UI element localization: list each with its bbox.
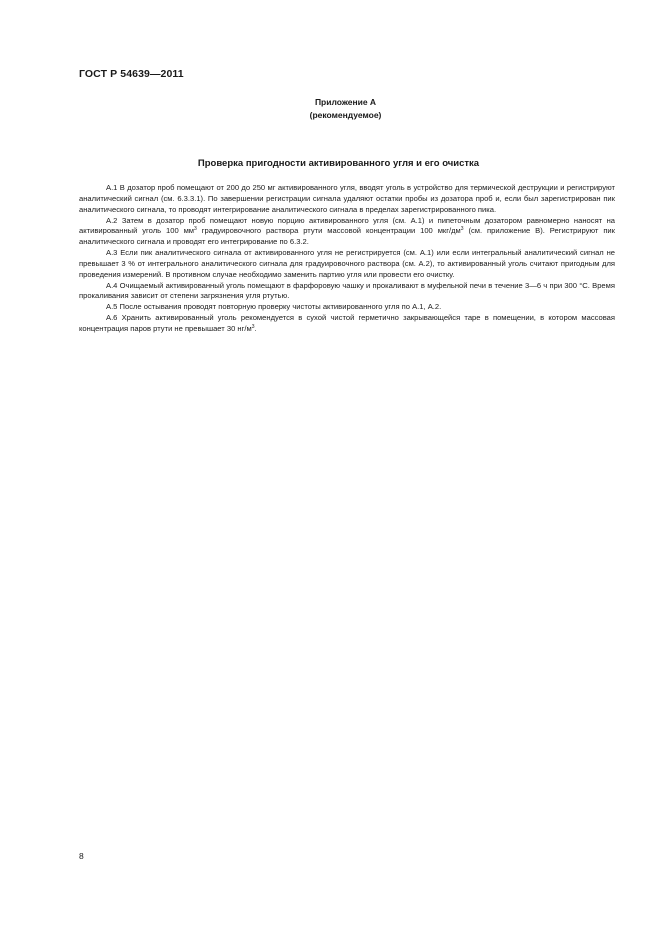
page-number: 8 (79, 851, 84, 861)
paragraph-a2-part-2: градуировочного раствора ртути массовой концентрации 100 мкг/дм (196, 226, 461, 236)
paragraph-a2 (79, 216, 615, 249)
paragraph-a6-part-2: . (254, 323, 257, 333)
paragraph-a2-part-1: А.2 Затем в дозатор проб помещают новую порцию активированного угля (см. А.1) и пипеточным дозатором равномерно наносят на активированный уголь 100 мм (79, 215, 615, 236)
annex-label: Приложение А (314, 97, 377, 107)
paragraph-a2-part-3: (см. приложение В). Регистрируют пик аналитического сигнала и проводят его интегрирование по 6.3.2. (79, 226, 615, 247)
document-code: ГОСТ Р 54639—2011 (79, 68, 184, 80)
annex-heading (0, 96, 661, 122)
paragraph-a6 (79, 313, 615, 335)
body-text (79, 183, 615, 335)
paragraph-a1: А.1 В дозатор проб помещают от 200 до 250 мг активированного угля, вводят уголь в устройство для термической деструкции и регистрируют аналитический сигнал (см. 6.3.3.1). По завершении регистрации сигнала удаляют остатки пробы из дозатора проб и, если был зарегистрирован пик аналитического сигнала, то проводят интегрирование аналитического сигнала в пределах зарегистрированного пика. (79, 183, 615, 214)
paragraph-a5: А.5 После остывания проводят повторную проверку чистоты активированного угля по А.1, А.2. (106, 302, 442, 312)
superscript-exponent: 3 (251, 323, 255, 330)
paragraph-a6-part-1: А.6 Хранить активированный уголь рекомендуется в сухой чистой герметично закрывающейся таре в помещении, в котором массовая концентрация паров ртути не превышает 30 нг/м (79, 313, 615, 333)
annex-status: (рекомендуемое) (309, 110, 382, 120)
paragraph-a4: А.4 Очищаемый активированный уголь помещают в фарфоровую чашку и прокаливают в муфельной печи в течение 3—6 ч при 300 °С. Время прокаливания зависит от степени загрязнения угля ртутью. (79, 280, 615, 301)
superscript-exponent: 3 (460, 226, 464, 233)
superscript-exponent: 3 (194, 226, 197, 233)
paragraph-a3: А.3 Если пик аналитического сигнала от активированного угля не регистрируется (см. А.1) или если интегральный аналитический сигнал не превышает 3 % от интегрального аналитического сигнала для градуировочного раствора (см. А.2), то активированный уголь считают пригодным для проведения измерений. В противном случае необходимо заменить партию угля или провести его очистку. (79, 248, 615, 279)
section-title: Проверка пригодности активированного угля и его очистка (197, 158, 480, 169)
